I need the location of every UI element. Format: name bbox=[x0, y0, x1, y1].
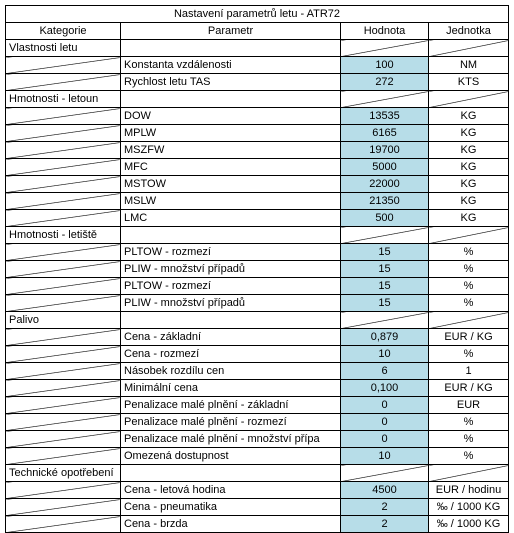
diagonal-cell bbox=[429, 227, 509, 244]
table-row bbox=[6, 346, 509, 363]
parameter-value-cell[interactable]: 0 bbox=[341, 431, 429, 448]
parameter-value-cell[interactable]: 0,100 bbox=[341, 380, 429, 397]
diagonal-cell bbox=[6, 397, 121, 414]
parameter-unit: ‰ / 1000 KG bbox=[429, 499, 509, 516]
parameter-unit: KTS bbox=[429, 74, 509, 91]
parameter-value-cell[interactable]: 0 bbox=[341, 397, 429, 414]
parameter-name: MSTOW bbox=[121, 176, 341, 193]
parameter-unit: KG bbox=[429, 193, 509, 210]
diagonal-cell bbox=[6, 278, 121, 295]
parameter-value-cell[interactable]: 10 bbox=[341, 346, 429, 363]
diagonal-cell bbox=[341, 312, 429, 329]
diagonal-cell bbox=[6, 380, 121, 397]
parameter-name: Konstanta vzdálenosti bbox=[121, 57, 341, 74]
diagonal-cell bbox=[6, 482, 121, 499]
diagonal-cell bbox=[429, 40, 509, 57]
diagonal-cell bbox=[341, 40, 429, 57]
parameter-unit: EUR / KG bbox=[429, 329, 509, 346]
parameter-value-cell[interactable]: 15 bbox=[341, 261, 429, 278]
parameter-unit: % bbox=[429, 244, 509, 261]
title-row bbox=[6, 6, 509, 23]
diagonal-cell bbox=[6, 516, 121, 533]
parameter-name: Penalizace malé plnění - základní bbox=[121, 397, 341, 414]
table-row bbox=[6, 414, 509, 431]
parameter-name: PLTOW - rozmezí bbox=[121, 244, 341, 261]
diagonal-cell bbox=[6, 193, 121, 210]
diagonal-cell bbox=[6, 142, 121, 159]
parameter-unit: KG bbox=[429, 108, 509, 125]
table-row bbox=[6, 499, 509, 516]
diagonal-cell bbox=[6, 74, 121, 91]
column-header-category: Kategorie bbox=[6, 23, 121, 40]
parameter-unit: % bbox=[429, 261, 509, 278]
parameter-value-cell[interactable]: 22000 bbox=[341, 176, 429, 193]
parameter-unit: % bbox=[429, 448, 509, 465]
parameter-name: MSZFW bbox=[121, 142, 341, 159]
parameter-name: Penalizace malé plnění - množství přípa bbox=[121, 431, 341, 448]
parameter-name: Cena - rozmezí bbox=[121, 346, 341, 363]
table-row bbox=[6, 448, 509, 465]
parameters-table bbox=[5, 5, 509, 533]
diagonal-cell bbox=[6, 210, 121, 227]
diagonal-cell bbox=[6, 448, 121, 465]
column-header-value: Hodnota bbox=[341, 23, 429, 40]
parameter-unit: % bbox=[429, 295, 509, 312]
parameter-name: Omezená dostupnost bbox=[121, 448, 341, 465]
diagonal-cell bbox=[6, 244, 121, 261]
table-row bbox=[6, 193, 509, 210]
table-row bbox=[6, 516, 509, 533]
parameter-unit: KG bbox=[429, 176, 509, 193]
section-row bbox=[6, 227, 509, 244]
table-row bbox=[6, 363, 509, 380]
table-row bbox=[6, 108, 509, 125]
section-row bbox=[6, 312, 509, 329]
parameter-unit: EUR bbox=[429, 397, 509, 414]
empty-cell bbox=[121, 227, 341, 244]
parameter-name: Penalizace malé plnění - rozmezí bbox=[121, 414, 341, 431]
section-row bbox=[6, 465, 509, 482]
section-title: Hmotnosti - letiště bbox=[6, 227, 121, 244]
table-row bbox=[6, 397, 509, 414]
parameter-value-cell[interactable]: 0 bbox=[341, 414, 429, 431]
parameter-unit: 1 bbox=[429, 363, 509, 380]
table-row bbox=[6, 125, 509, 142]
parameter-unit: NM bbox=[429, 57, 509, 74]
diagonal-cell bbox=[429, 312, 509, 329]
empty-cell bbox=[121, 465, 341, 482]
table-row bbox=[6, 74, 509, 91]
parameter-name: PLIW - množství případů bbox=[121, 261, 341, 278]
diagonal-cell bbox=[6, 346, 121, 363]
diagonal-cell bbox=[6, 499, 121, 516]
parameter-name: Minimální cena bbox=[121, 380, 341, 397]
diagonal-cell bbox=[429, 91, 509, 108]
parameter-name: DOW bbox=[121, 108, 341, 125]
parameter-value-cell[interactable]: 15 bbox=[341, 295, 429, 312]
empty-cell bbox=[121, 40, 341, 57]
parameter-value-cell[interactable]: 15 bbox=[341, 244, 429, 261]
empty-cell bbox=[121, 312, 341, 329]
parameter-name: MFC bbox=[121, 159, 341, 176]
parameter-value-cell[interactable]: 5000 bbox=[341, 159, 429, 176]
table-row bbox=[6, 278, 509, 295]
diagonal-cell bbox=[6, 176, 121, 193]
section-title: Hmotnosti - letoun bbox=[6, 91, 121, 108]
section-title: Technické opotřebení bbox=[6, 465, 121, 482]
parameter-value-cell[interactable]: 2 bbox=[341, 499, 429, 516]
parameter-name: Cena - základní bbox=[121, 329, 341, 346]
section-row bbox=[6, 40, 509, 57]
diagonal-cell bbox=[6, 125, 121, 142]
parameter-name: LMC bbox=[121, 210, 341, 227]
empty-cell bbox=[121, 91, 341, 108]
parameter-value-cell[interactable]: 100 bbox=[341, 57, 429, 74]
parameter-unit: % bbox=[429, 414, 509, 431]
parameter-unit: KG bbox=[429, 125, 509, 142]
parameter-unit: KG bbox=[429, 210, 509, 227]
table-row bbox=[6, 295, 509, 312]
table-row bbox=[6, 261, 509, 278]
parameter-value-cell[interactable]: 500 bbox=[341, 210, 429, 227]
diagonal-cell bbox=[6, 108, 121, 125]
table-row bbox=[6, 482, 509, 499]
parameter-unit: % bbox=[429, 431, 509, 448]
diagonal-cell bbox=[6, 57, 121, 74]
parameter-value-cell[interactable]: 0,879 bbox=[341, 329, 429, 346]
diagonal-cell bbox=[341, 227, 429, 244]
parameter-unit: ‰ / 1000 KG bbox=[429, 516, 509, 533]
diagonal-cell bbox=[6, 431, 121, 448]
parameter-value-cell[interactable]: 15 bbox=[341, 278, 429, 295]
diagonal-cell bbox=[341, 465, 429, 482]
parameter-name: Násobek rozdílu cen bbox=[121, 363, 341, 380]
spreadsheet bbox=[5, 5, 509, 533]
parameter-value-cell[interactable]: 272 bbox=[341, 74, 429, 91]
diagonal-cell bbox=[6, 329, 121, 346]
parameter-value-cell[interactable]: 21350 bbox=[341, 193, 429, 210]
table-row bbox=[6, 159, 509, 176]
parameter-unit: EUR / hodinu bbox=[429, 482, 509, 499]
parameter-value-cell[interactable]: 6165 bbox=[341, 125, 429, 142]
column-header-parameter: Parametr bbox=[121, 23, 341, 40]
parameter-unit: KG bbox=[429, 159, 509, 176]
parameter-name: Rychlost letu TAS bbox=[121, 74, 341, 91]
parameter-value-cell[interactable]: 6 bbox=[341, 363, 429, 380]
parameter-value-cell[interactable]: 4500 bbox=[341, 482, 429, 499]
table-row bbox=[6, 57, 509, 74]
header-row bbox=[6, 23, 509, 40]
parameter-name: Cena - letová hodina bbox=[121, 482, 341, 499]
table-row bbox=[6, 431, 509, 448]
diagonal-cell bbox=[6, 295, 121, 312]
diagonal-cell bbox=[6, 414, 121, 431]
table-title: Nastavení parametrů letu - ATR72 bbox=[6, 6, 509, 23]
parameter-unit: KG bbox=[429, 142, 509, 159]
parameter-name: PLTOW - rozmezí bbox=[121, 278, 341, 295]
diagonal-cell bbox=[341, 91, 429, 108]
column-header-unit: Jednotka bbox=[429, 23, 509, 40]
table-row bbox=[6, 210, 509, 227]
table-row bbox=[6, 380, 509, 397]
parameter-name: Cena - brzda bbox=[121, 516, 341, 533]
parameter-unit: EUR / KG bbox=[429, 380, 509, 397]
parameter-name: MSLW bbox=[121, 193, 341, 210]
table-row bbox=[6, 329, 509, 346]
parameter-value-cell[interactable]: 13535 bbox=[341, 108, 429, 125]
diagonal-cell bbox=[429, 465, 509, 482]
section-title: Vlastnosti letu bbox=[6, 40, 121, 57]
section-row bbox=[6, 91, 509, 108]
diagonal-cell bbox=[6, 159, 121, 176]
parameter-name: MPLW bbox=[121, 125, 341, 142]
table-row bbox=[6, 142, 509, 159]
parameter-value-cell[interactable]: 19700 bbox=[341, 142, 429, 159]
diagonal-cell bbox=[6, 363, 121, 380]
parameter-unit: % bbox=[429, 278, 509, 295]
table-row bbox=[6, 176, 509, 193]
table-row bbox=[6, 244, 509, 261]
parameter-name: PLIW - množství případů bbox=[121, 295, 341, 312]
section-title: Palivo bbox=[6, 312, 121, 329]
parameter-value-cell[interactable]: 2 bbox=[341, 516, 429, 533]
diagonal-cell bbox=[6, 261, 121, 278]
parameter-name: Cena - pneumatika bbox=[121, 499, 341, 516]
parameter-value-cell[interactable]: 10 bbox=[341, 448, 429, 465]
parameter-unit: % bbox=[429, 346, 509, 363]
